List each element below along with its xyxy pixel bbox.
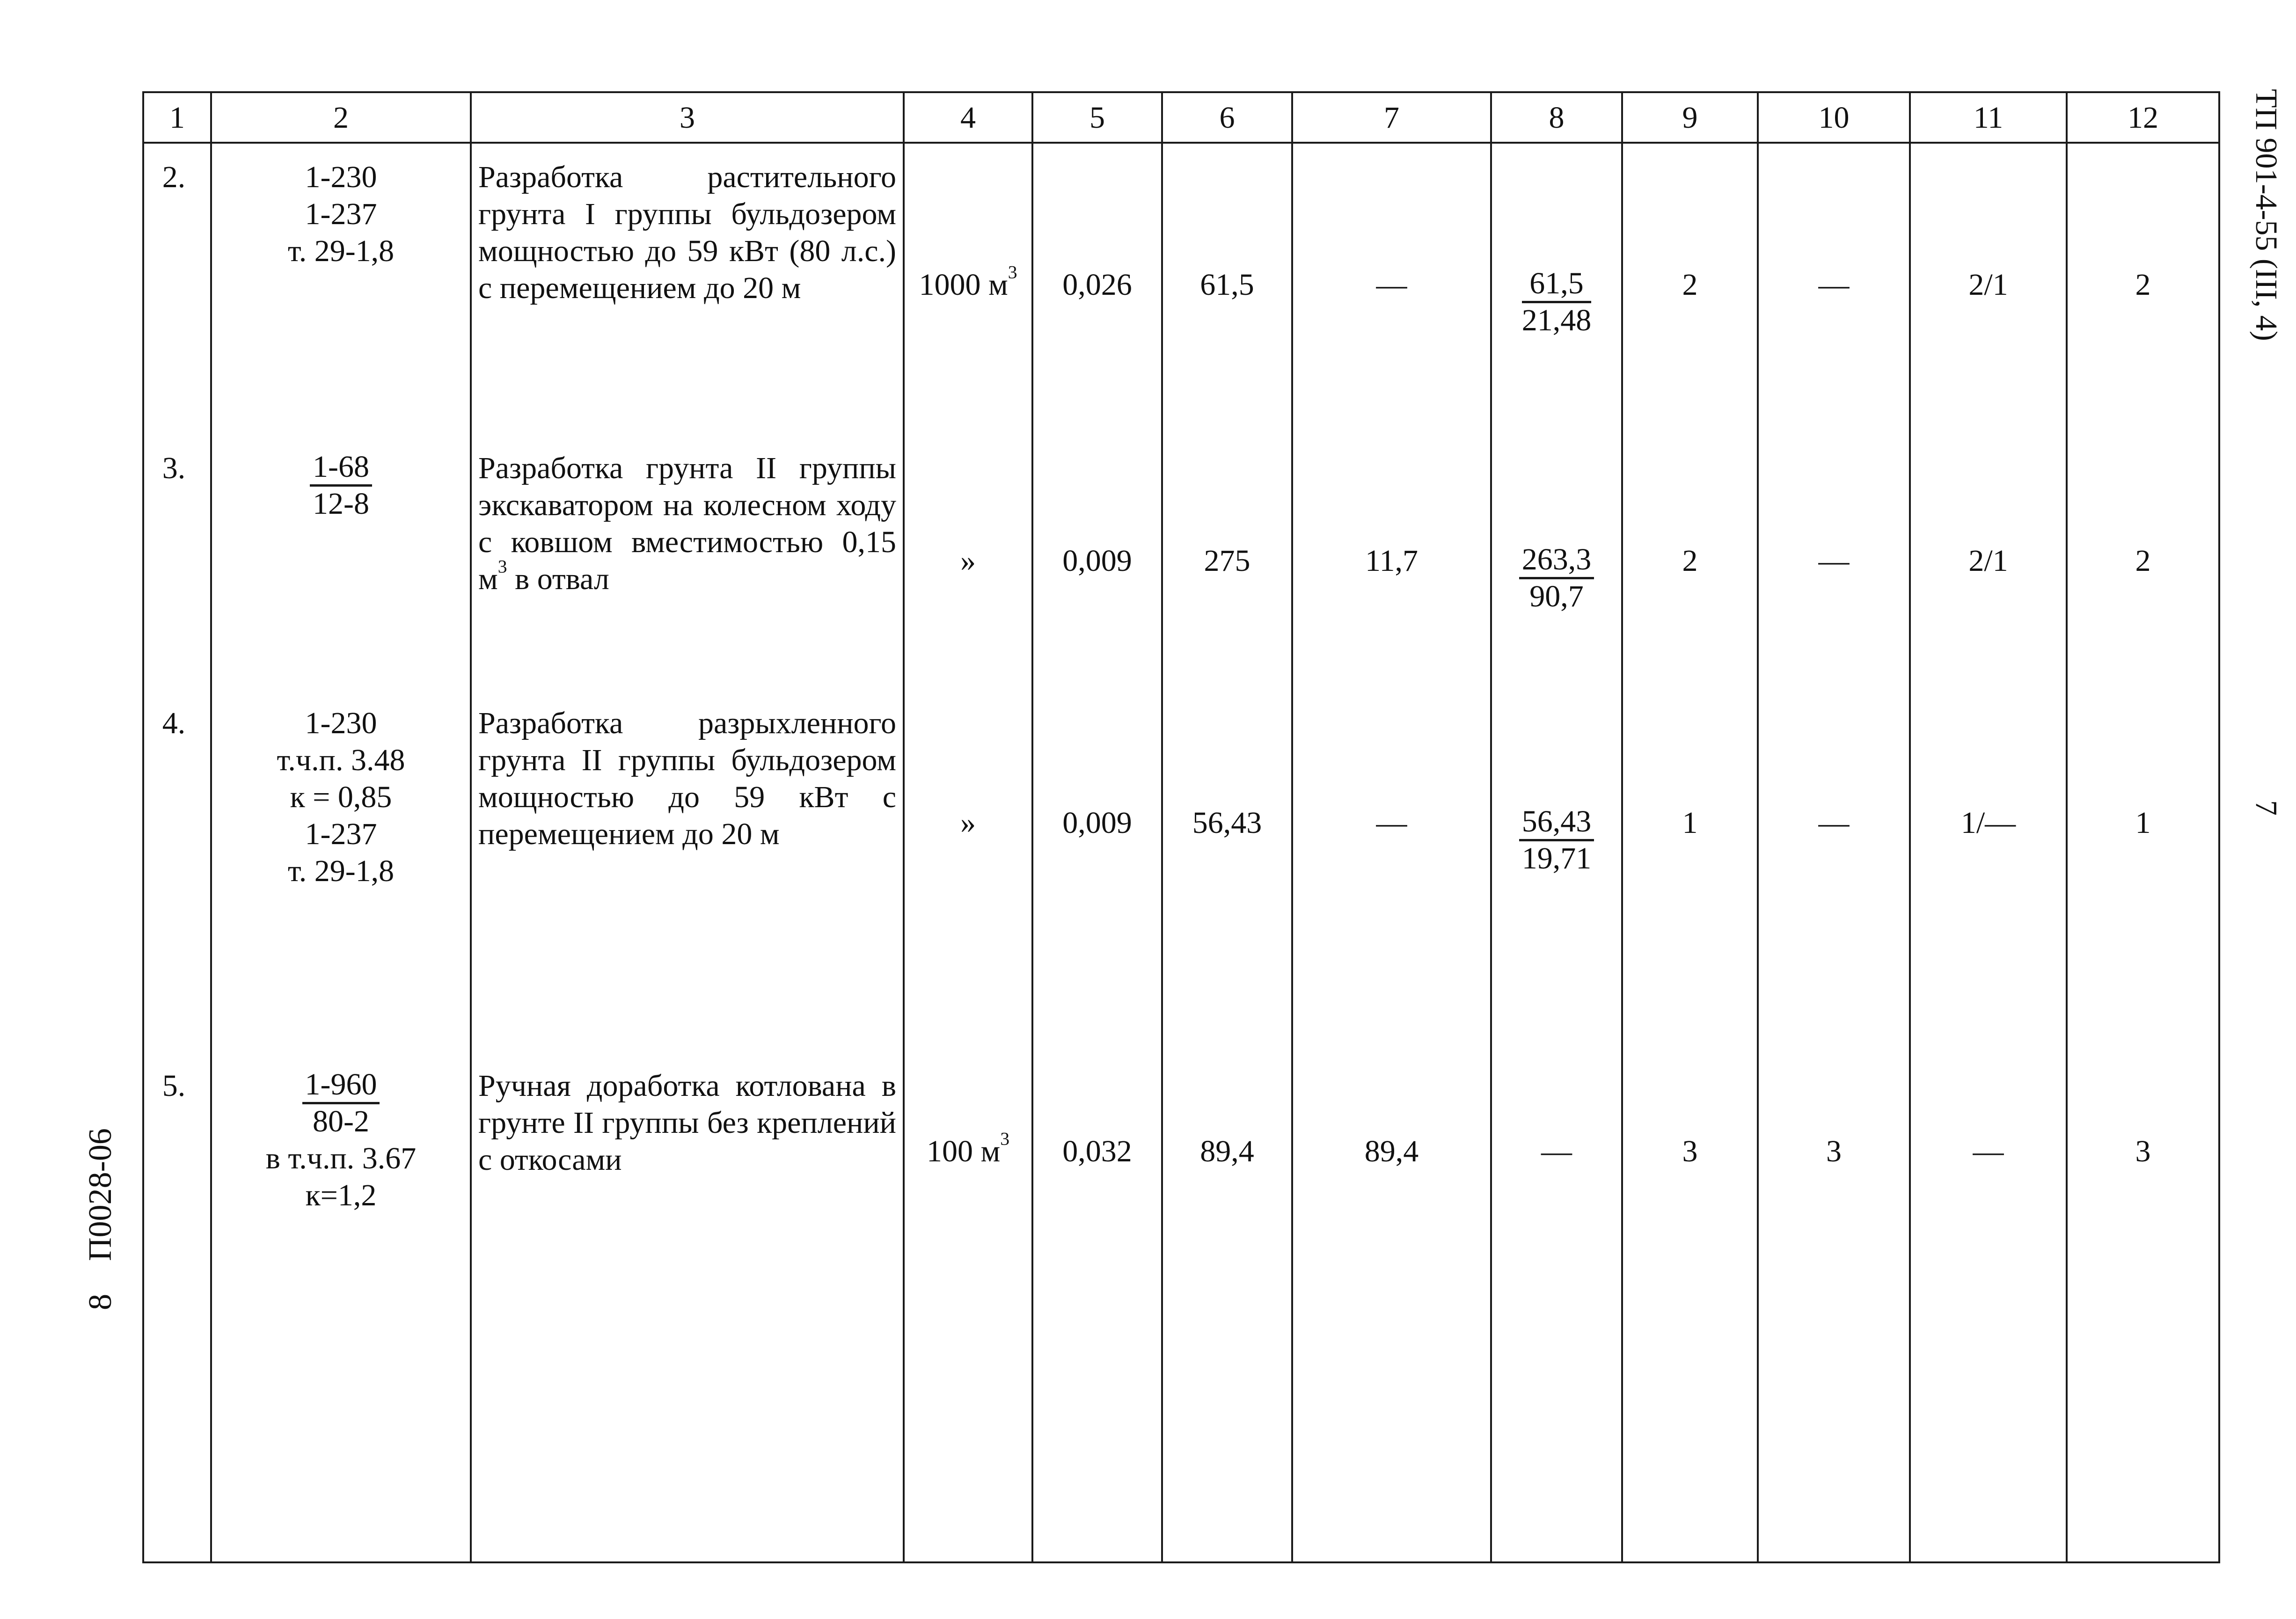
ref-line: 1-230 — [305, 706, 377, 740]
value-col9: 3 — [1682, 1134, 1698, 1168]
value-col8 — [1492, 804, 1621, 877]
unit: » — [960, 544, 976, 578]
value-col7: 89,4 — [1364, 1134, 1419, 1168]
norm-reference — [212, 144, 470, 450]
norm-reference — [212, 435, 470, 705]
unit: 100 $м^3$ — [926, 1128, 1010, 1168]
value-col7: — — [1376, 806, 1407, 840]
col-header-9: 9 — [1622, 92, 1758, 143]
value-col11: 2/1 — [1968, 544, 2008, 578]
col-header-7: 7 — [1292, 92, 1491, 143]
fraction-denominator: 80-2 — [313, 1104, 369, 1138]
fraction-denominator: 21,48 — [1521, 303, 1592, 337]
table-row — [143, 435, 2219, 690]
value-col6: 61,5 — [1200, 268, 1254, 302]
table-row — [143, 690, 2219, 1052]
work-description: Разработка разрыхленного грунта II группы бульдозером мощностью до 59 кВт с перемещением до 20 м — [478, 706, 896, 851]
ref-line: к=1,2 — [305, 1178, 377, 1212]
col-header-10: 10 — [1758, 92, 1910, 143]
value-col10: — — [1818, 268, 1850, 302]
unit: » — [960, 806, 976, 840]
col-header-2: 2 — [211, 92, 471, 143]
value-col12: 2 — [2135, 544, 2151, 578]
value-col9: 2 — [1682, 268, 1698, 302]
fraction-numerator: 61,5 — [1522, 266, 1592, 303]
value-col12: 1 — [2135, 806, 2151, 840]
ref-line: т. 29-1,8 — [287, 234, 395, 268]
value-col6: 89,4 — [1200, 1134, 1254, 1168]
value-col12: 3 — [2135, 1134, 2151, 1168]
col-header-5: 5 — [1032, 92, 1162, 143]
col-header-1: 1 — [143, 92, 211, 143]
value-col12: 2 — [2135, 268, 2151, 302]
value-col11: 1/— — [1960, 806, 2016, 840]
value-col11: 2/1 — [1968, 268, 2008, 302]
col-header-11: 11 — [1910, 92, 2067, 143]
quantity: 0,009 — [1062, 544, 1132, 578]
value-col6: 275 — [1204, 544, 1250, 578]
row-number: 5. — [162, 1069, 186, 1103]
quantity: 0,009 — [1062, 806, 1132, 840]
unit: 1000 $м^3$ — [919, 262, 1017, 302]
value-col11: — — [1973, 1134, 2004, 1168]
archive-page: 8 — [82, 1294, 118, 1310]
value-col7: 11,7 — [1365, 544, 1419, 578]
column-number-row — [143, 92, 2219, 143]
fraction-numerator: 263,3 — [1519, 542, 1594, 579]
col-header-4: 4 — [904, 92, 1032, 143]
fraction-denominator: 12-8 — [313, 487, 369, 521]
ref-line: 1-237 — [305, 197, 377, 231]
value-col10: 3 — [1826, 1134, 1842, 1168]
ref-line: т.ч.п. 3.48 — [277, 743, 405, 777]
archive-number: П0028-06 — [82, 1128, 118, 1261]
ref-line: т. 29-1,8 — [287, 854, 395, 888]
row-number: 3. — [162, 451, 186, 485]
row-number: 4. — [162, 706, 186, 740]
value-col8 — [1492, 542, 1621, 615]
norm-reference — [212, 690, 470, 1067]
fraction-numerator: 1-68 — [310, 450, 372, 487]
ref-line: к = 0,85 — [290, 780, 392, 814]
value-col9: 1 — [1682, 806, 1698, 840]
work-description: Разработка растительного грунта I группы бульдозером мощностью до 59 кВт (80 л.с.) с перемещением до 20 м — [478, 160, 896, 305]
ref-line: 1-237 — [305, 817, 377, 851]
document-code: ТП 901-4-55 (III, 4) — [2249, 89, 2283, 341]
value-col10: — — [1818, 806, 1850, 840]
page-number: 7 — [2249, 800, 2283, 816]
col-header-12: 12 — [2067, 92, 2219, 143]
fraction-denominator: 90,7 — [1529, 579, 1584, 613]
quantity: 0,032 — [1062, 1134, 1132, 1168]
table-row — [143, 143, 2219, 435]
ref-line: в т.ч.п. 3.67 — [265, 1141, 417, 1175]
norm-reference — [212, 1052, 470, 1576]
col-header-6: 6 — [1162, 92, 1292, 143]
quantity: 0,026 — [1062, 268, 1132, 302]
row-number: 2. — [162, 160, 186, 194]
value-col8 — [1492, 266, 1621, 339]
fraction-numerator: 56,43 — [1519, 804, 1594, 841]
value-col9: 2 — [1682, 544, 1698, 578]
value-col6: 56,43 — [1192, 806, 1262, 840]
value-col8: — — [1541, 1134, 1572, 1168]
col-header-3: 3 — [471, 92, 904, 143]
value-col10: — — [1818, 544, 1850, 578]
value-col7: — — [1376, 268, 1407, 302]
fraction-denominator: 19,71 — [1521, 841, 1592, 875]
work-description: Разработка грунта II группы экскаватором на колесном ходу с ковшом вместимостью 0,15 $м^3$ в отвал — [478, 451, 896, 596]
work-description: Ручная доработка котлована в грунте II группы без креплений с откосами — [478, 1069, 896, 1177]
archive-code — [82, 1128, 119, 1310]
fraction-numerator: 1-960 — [302, 1067, 380, 1104]
ref-line: 1-230 — [305, 160, 377, 194]
col-header-8: 8 — [1491, 92, 1622, 143]
table-row — [143, 1052, 2219, 1562]
estimate-table — [142, 91, 2220, 1563]
